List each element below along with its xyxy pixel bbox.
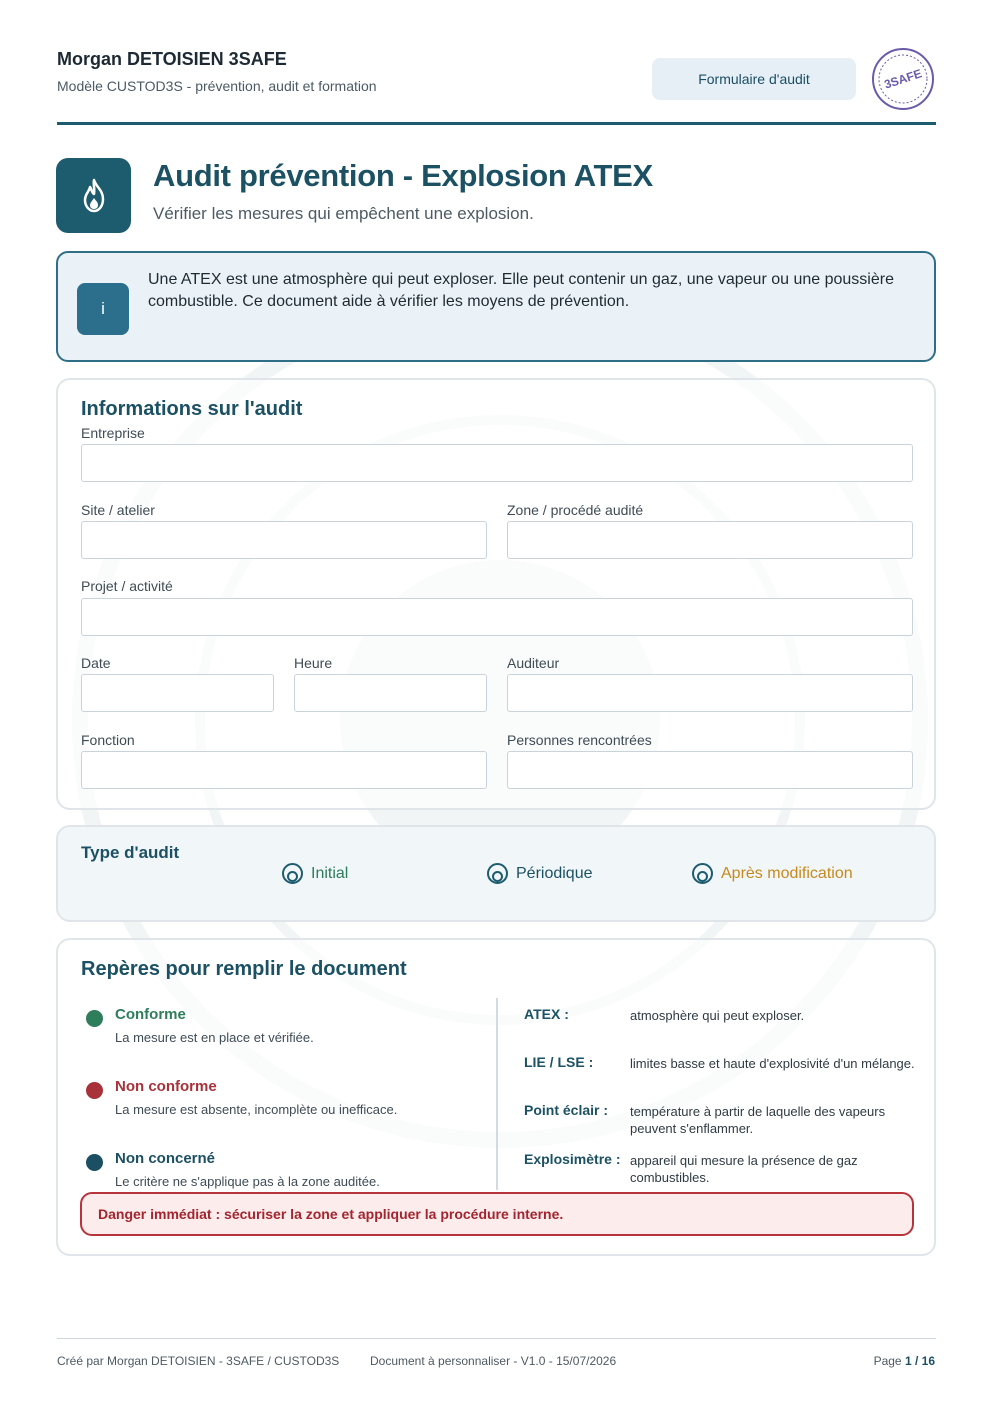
flame-icon: [56, 158, 131, 233]
projet-field[interactable]: [81, 598, 913, 636]
radio-icon[interactable]: [692, 863, 713, 884]
radio-icon[interactable]: [282, 863, 303, 884]
blue-dot-icon: [86, 1154, 103, 1171]
info-text: Une ATEX est une atmosphère qui peut exploser. Elle peut contenir un gaz, une vapeur ou une poussière combustible. Ce document aide à vérifier les moyens de prévention.: [148, 271, 894, 310]
legend-desc: Le critère ne s'applique pas à la zone auditée.: [115, 1174, 380, 1189]
legend-desc: La mesure est en place et vérifiée.: [115, 1030, 314, 1045]
green-dot-icon: [86, 1010, 103, 1027]
info-icon: i: [77, 283, 129, 335]
glossary-term: Point éclair :: [524, 1102, 609, 1118]
audit-info-title: Informations sur l'audit: [81, 398, 303, 420]
audit-type-apres-modification[interactable]: [692, 863, 853, 884]
model-subtitle: Modèle CUSTOD3S - prévention, audit et formation: [57, 78, 377, 94]
audit-type-periodique[interactable]: [487, 863, 593, 884]
fonction-label: Fonction: [81, 732, 135, 748]
glossary-term: LIE / LSE :: [524, 1054, 594, 1070]
glossary-term: Explosimètre :: [524, 1151, 621, 1167]
audit-type-card: [56, 825, 936, 922]
zone-label: Zone / procédé audité: [507, 502, 644, 518]
page-number: [874, 1354, 935, 1368]
option-label: Périodique: [516, 864, 593, 882]
heure-label: Heure: [294, 655, 333, 671]
info-callout: [56, 251, 936, 362]
form-type-label: Formulaire d'audit: [698, 71, 810, 87]
zone-field[interactable]: [507, 521, 913, 559]
radio-icon[interactable]: [487, 863, 508, 884]
glossary-term: ATEX :: [524, 1006, 569, 1022]
red-dot-icon: [86, 1082, 103, 1099]
footer-version: Document à personnaliser - V1.0 - 15/07/2026: [370, 1354, 617, 1368]
date-label: Date: [81, 655, 111, 671]
legend-name: Conforme: [115, 1006, 186, 1023]
footer-created: Créé par Morgan DETOISIEN - 3SAFE / CUSTOD3S: [57, 1354, 340, 1368]
date-field[interactable]: [81, 674, 274, 712]
audit-type-label: Type d'audit: [81, 843, 180, 862]
seal-text: 3SAFE: [882, 66, 924, 92]
audit-info-card: [56, 378, 936, 810]
page-current: 1: [904, 1354, 912, 1368]
option-label: Après modification: [721, 864, 853, 882]
author-name: Morgan DETOISIEN 3SAFE: [57, 49, 287, 69]
footer-divider: [57, 1338, 936, 1339]
page-title: Audit prévention - Explosion ATEX: [153, 158, 653, 193]
option-label: Initial: [311, 864, 349, 882]
entreprise-field[interactable]: [81, 444, 913, 482]
legend-name: Non concerné: [115, 1150, 216, 1167]
site-field[interactable]: [81, 521, 487, 559]
glossary-def: appareil qui mesure la présence de gaz combustibles.: [630, 1153, 858, 1185]
glossary-def: température à partir de laquelle des vapeurs peuvent s'enflammer.: [630, 1104, 886, 1136]
page-subtitle: Vérifier les mesures qui empêchent une explosion.: [153, 204, 534, 223]
entreprise-label: Entreprise: [81, 425, 145, 441]
danger-alert: Danger immédiat : sécuriser la zone et appliquer la procédure interne.: [80, 1192, 914, 1236]
header-divider: [57, 122, 936, 125]
personnes-field[interactable]: [507, 751, 913, 789]
fonction-field[interactable]: [81, 751, 487, 789]
page-total: / 16: [914, 1354, 935, 1368]
legend-desc: La mesure est absente, incomplète ou inefficace.: [115, 1102, 398, 1117]
personnes-label: Personnes rencontrées: [507, 732, 652, 748]
legend-name: Non conforme: [115, 1078, 217, 1095]
guide-title: Repères pour remplir le document: [81, 958, 407, 980]
form-type-badge: [652, 58, 856, 100]
auditeur-field[interactable]: [507, 674, 913, 712]
auditeur-label: Auditeur: [507, 655, 560, 671]
audit-type-initial[interactable]: [282, 863, 348, 884]
page-prefix: Page: [873, 1354, 902, 1368]
projet-label: Projet / activité: [81, 578, 173, 594]
heure-field[interactable]: [294, 674, 487, 712]
site-label: Site / atelier: [81, 502, 155, 518]
column-divider: [496, 998, 498, 1190]
seal-stamp-icon: [870, 46, 936, 112]
guide-card: [56, 938, 936, 1256]
glossary-def: limites basse et haute d'explosivité d'un mélange.: [630, 1056, 915, 1071]
glossary-def: atmosphère qui peut exploser.: [630, 1008, 805, 1023]
